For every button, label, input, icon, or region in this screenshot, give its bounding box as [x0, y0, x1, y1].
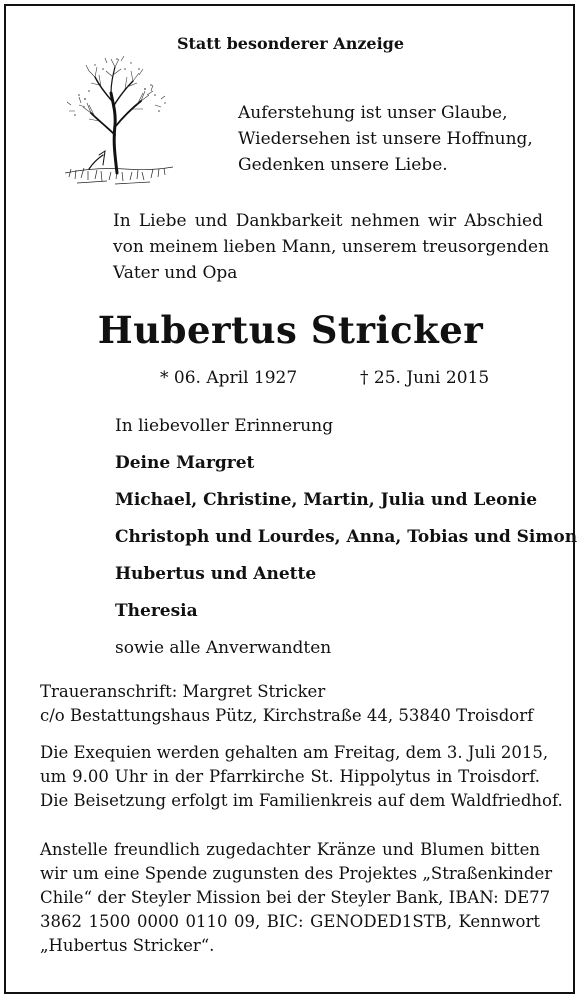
donation-line: 3862 1500 0000 0110 09, BIC: GENODED1STB, Kennwort	[40, 912, 540, 931]
mourner-name: Christoph und Lourdes, Anna, Tobias und Simon	[115, 527, 578, 547]
address-line: Traueranschrift: Margret Stricker	[40, 682, 326, 701]
exequies-line: um 9.00 Uhr in der Pfarrkirche St. Hippolytus in Troisdorf.	[40, 767, 540, 786]
motto-line: Wiedersehen ist unsere Hoffnung,	[238, 129, 533, 149]
header-notice: Statt besonderer Anzeige	[176, 34, 405, 53]
donation-line: Anstelle freundlich zugedachter Kränze und Blumen bitten	[40, 840, 540, 859]
donation-line: wir um eine Spende zugunsten des Projektes „Straßenkinder	[40, 864, 553, 883]
intro-line: von meinem lieben Mann, unserem treusorgenden	[113, 237, 550, 257]
exequies-line: Die Exequien werden gehalten am Freitag, dem 3. Juli 2015,	[40, 743, 549, 762]
donation-line: Chile“ der Steyler Mission bei der Steyler Bank, IBAN: DE77	[40, 888, 551, 907]
birth-date: * 06. April 1927	[160, 368, 298, 388]
death-date: † 25. Juni 2015	[360, 368, 490, 388]
motto-line: Auferstehung ist unser Glaube,	[238, 103, 508, 123]
donation-paragraph	[40, 838, 553, 958]
exequies-paragraph	[40, 741, 563, 813]
exequies-line: Die Beisetzung erfolgt im Familienkreis auf dem Waldfriedhof.	[40, 791, 563, 810]
intro-text	[113, 208, 550, 286]
mourning-address	[40, 680, 540, 728]
intro-line: Vater und Opa	[113, 263, 238, 283]
deceased-name: Hubertus Stricker	[97, 308, 484, 352]
intro-line: In Liebe und Dankbarkeit nehmen wir Abschied	[113, 211, 543, 231]
mourner-name: Deine Margret	[115, 453, 255, 473]
mourner-name: Hubertus und Anette	[115, 564, 317, 584]
relatives-line: sowie alle Anverwandten	[115, 638, 332, 658]
remembrance-line: In liebevoller Erinnerung	[115, 416, 334, 436]
donation-line: „Hubertus Stricker“.	[40, 936, 215, 955]
mourner-name: Michael, Christine, Martin, Julia und Leonie	[115, 490, 538, 510]
address-line: c/o Bestattungshaus Pütz, Kirchstraße 44, 53840 Troisdorf	[40, 706, 534, 725]
tree-illustration	[55, 55, 185, 195]
motto-line: Gedenken unsere Liebe.	[238, 155, 448, 175]
motto	[238, 100, 533, 178]
mourner-name: Theresia	[115, 601, 198, 621]
